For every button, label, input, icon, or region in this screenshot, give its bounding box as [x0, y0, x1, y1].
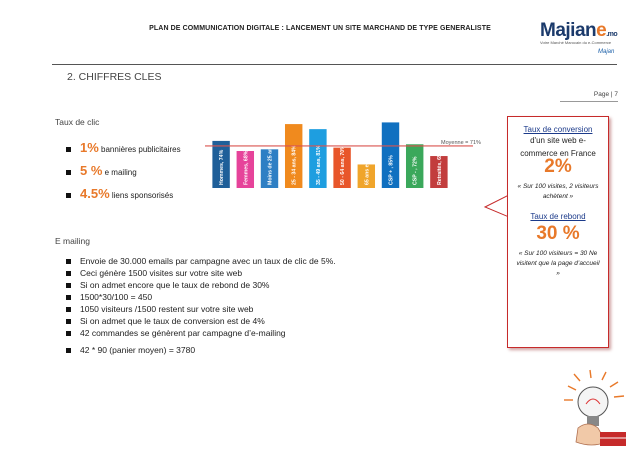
logo-script: Majan	[598, 49, 615, 55]
conversion-value: 2%	[544, 156, 572, 177]
section-title: 2. CHIFFRES CLES	[67, 71, 162, 83]
header-title: PLAN DE COMMUNICATION DIGITALE : LANCEMENT UN SITE MARCHAND DE TYPE GENERALISTE	[149, 25, 491, 32]
bar-label-7: CSP + , 85%	[388, 155, 395, 185]
rebond-value: 30 %	[536, 223, 580, 244]
callout-pointer	[483, 193, 509, 219]
list-item: Si on admet encore que le taux de rebond de 30%	[66, 279, 336, 291]
majian-logo	[540, 20, 625, 64]
conversion-quote: « Sur 100 visites, 2 visiteurs achètent »	[517, 183, 599, 200]
bar-label-3: 25 - 34 ans, 84%	[291, 145, 298, 185]
header-divider	[52, 64, 617, 65]
bar-label-0: Hommes, 74%	[219, 149, 226, 185]
list-item: Si on admet que le taux de conversion est de 4%	[66, 315, 336, 327]
list-item: Ceci génère 1500 visites sur votre site web	[66, 267, 336, 279]
taux-de-clic-title: Taux de clic	[55, 117, 100, 127]
bar-label-6: 65 ans et plus, 60%	[364, 137, 371, 185]
demographics-bar-chart	[205, 112, 495, 192]
e-mailing-title: E mailing	[55, 236, 90, 246]
email-list	[66, 255, 336, 356]
conversion-text: d'un site web e-commerce en France 2%	[520, 136, 596, 177]
average-label: Moyenne = 71%	[441, 139, 481, 146]
list-item: 5 % e mailing	[66, 163, 181, 178]
list-item: 42 commandes se génèrent par campagne d’e-mailing	[66, 327, 336, 339]
key-rates-callout	[507, 116, 609, 348]
list-item: 4.5% liens sponsorisés	[66, 186, 181, 201]
bar-label-2: Moins de 25 ans, 69%	[267, 131, 274, 185]
list-item: 1500*30/100 = 450	[66, 291, 336, 303]
list-item: Envoie de 30.000 emails par campagne avec un taux de clic de 5%.	[66, 255, 336, 267]
lightbulb-illustration-icon	[556, 368, 632, 450]
list-item: 42 * 90 (panier moyen) = 3780	[66, 344, 336, 356]
logo-tagline: Votre Marché Marocain du e-Commerce	[540, 40, 612, 45]
conversion-title: Taux de conversion	[523, 125, 593, 134]
page-number: Page | 7	[593, 91, 618, 98]
taux-list	[66, 140, 181, 209]
logo-text: Majiane.mo	[540, 20, 618, 41]
bar-label-5: 50 - 64 ans, 70%	[340, 145, 347, 185]
rebond-title: Taux de rebond	[530, 212, 586, 221]
bar-label-9: Retraités, 65%	[436, 149, 443, 185]
list-item: 1% bannières publicitaires	[66, 140, 181, 155]
page-divider	[560, 101, 618, 102]
list-item: 1050 visiteurs /1500 restent sur votre site web	[66, 303, 336, 315]
bar-label-8: CSP - , 72%	[412, 156, 419, 185]
rebond-quote: « Sur 100 visiteurs = 30 Ne visitent que la page d’accueil »	[516, 250, 600, 277]
bar-label-4: 35 - 49 ans, 81%	[315, 145, 322, 185]
bar-label-1: Femmes, 68%	[243, 150, 250, 185]
